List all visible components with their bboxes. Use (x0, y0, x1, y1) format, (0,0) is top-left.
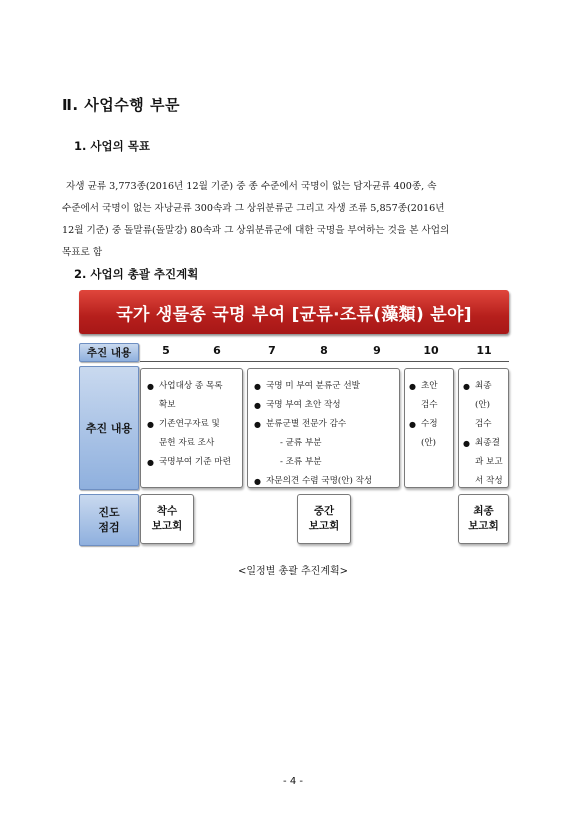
section-title: Ⅱ. 사업수행 부문 (62, 96, 180, 114)
figure-caption: <일정별 총괄 추진계획> (237, 566, 349, 577)
task-item: ● 자문의견 수렴 국명(안) 작성 (254, 472, 395, 491)
task-item: ● 국명 미 부여 분류군 선발 (254, 377, 395, 396)
row-label-content: 추진 내용 (79, 366, 139, 490)
month-label: 6 (213, 344, 221, 357)
checkpoint-kickoff: 착수 보고회 (140, 494, 194, 544)
plan-banner: 국가 생물종 국명 부여 [균류·조류(藻類) 분야] (79, 290, 509, 334)
month-label: 8 (320, 344, 328, 357)
task-subitem: - 조류 부분 (280, 457, 322, 467)
row-label-progress: 진도 점검 (79, 494, 139, 546)
task-item: ● 기존연구자료 및 문헌 자료 조사 (147, 415, 238, 453)
task-item: ● 국명 부여 초안 작성 (254, 396, 395, 415)
task-item: ● 분류군별 전문가 감수 (254, 415, 395, 434)
goal-paragraph (62, 176, 528, 264)
task-block-jul-sep (247, 368, 400, 488)
checkpoint-final: 최종 보고회 (458, 494, 509, 544)
page-number: - 4 - (283, 776, 303, 787)
task-item: ● 최종(안) 검수 (463, 377, 504, 434)
task-item: ● 수정(안) (409, 415, 449, 453)
month-label: 5 (162, 344, 170, 357)
task-item: ● 사업대상 종 목록 확보 (147, 377, 238, 415)
task-item: ● 국명부여 기준 마련 (147, 453, 238, 472)
task-block-nov (458, 368, 509, 488)
task-block-oct (404, 368, 454, 488)
paragraph-line: 목표로 함 (62, 247, 103, 258)
task-subitem: - 균류 부분 (280, 438, 322, 448)
checkpoint-interim: 중간 보고회 (297, 494, 351, 544)
sub-heading-plan: 2. 사업의 총괄 추진계획 (74, 267, 199, 281)
task-item: ● 초안 검수 (409, 377, 449, 415)
paragraph-line: 12월 기준) 중 돌말류(돌말강) 80속과 그 상위분류군에 대한 국명을 부여하는 것을 본 사업의 (62, 225, 450, 236)
task-item: ● 최종결 과 보고 서 작성 (463, 434, 504, 491)
month-label: 11 (476, 344, 492, 357)
task-block-may-jun (140, 368, 243, 488)
paragraph-line: 수준에서 국명이 없는 자낭균류 300속과 그 상위분류군 그리고 자생 조류 5,857종(2016년 (62, 203, 445, 214)
month-label: 9 (373, 344, 381, 357)
month-label: 10 (423, 344, 439, 357)
header-divider (140, 361, 509, 362)
sub-heading-goal: 1. 사업의 목표 (74, 139, 150, 153)
paragraph-line: 자생 균류 3,773종(2016년 12월 기준) 중 종 수준에서 국명이 없는 담자균류 400종, 속 (66, 181, 437, 192)
month-label: 7 (268, 344, 276, 357)
row-label-header: 추진 내용 (79, 343, 139, 362)
